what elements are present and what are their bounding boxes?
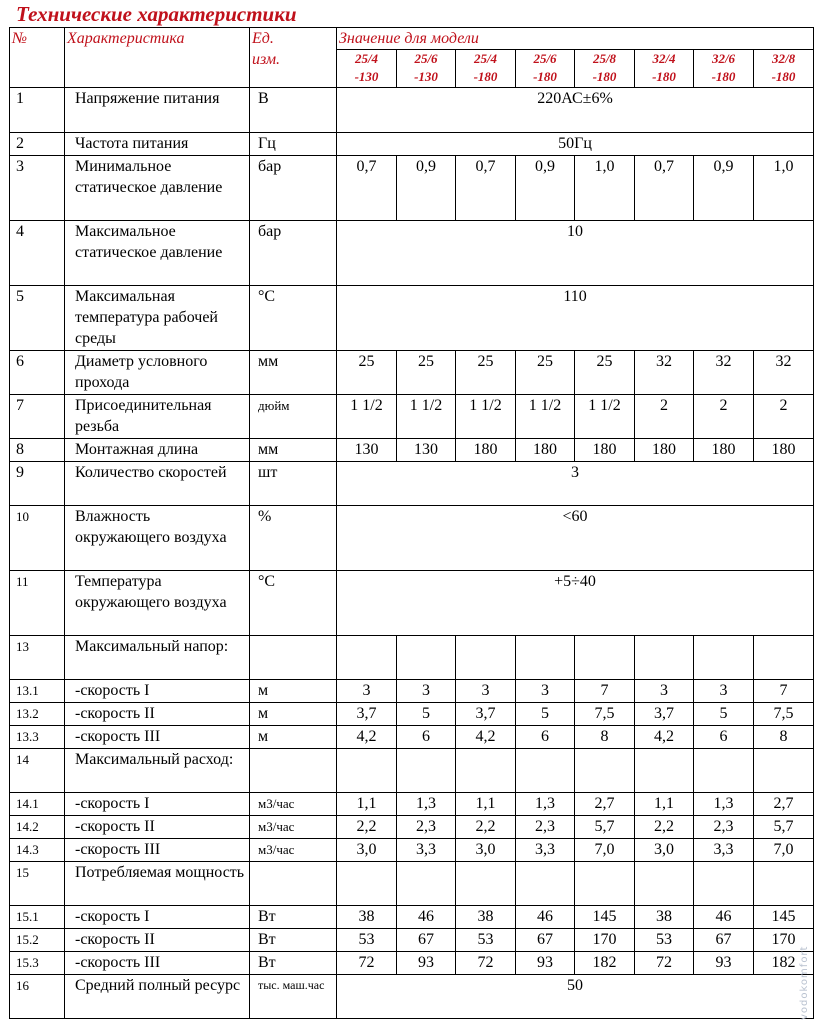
value-cell: 67 bbox=[694, 929, 754, 952]
value-cell: 180 bbox=[635, 439, 694, 462]
unit-cell: бар bbox=[250, 221, 337, 286]
value-cell: 182 bbox=[575, 952, 635, 975]
value-cell: 130 bbox=[397, 439, 456, 462]
model-header bbox=[397, 50, 456, 88]
model-code: 25/8 bbox=[592, 51, 617, 66]
table-row bbox=[10, 439, 814, 462]
row-number: 16 bbox=[10, 975, 65, 1019]
value-cell: 6 bbox=[397, 726, 456, 749]
value-all-models: <60 bbox=[337, 506, 814, 571]
value-cell: 4,2 bbox=[456, 726, 516, 749]
value-cell: 72 bbox=[635, 952, 694, 975]
value-cell: 2,7 bbox=[575, 793, 635, 816]
table-row bbox=[10, 462, 814, 506]
value-cell: 67 bbox=[397, 929, 456, 952]
value-cell: 7 bbox=[754, 680, 814, 703]
model-length: -180 bbox=[652, 69, 676, 84]
row-number: 15.1 bbox=[10, 906, 65, 929]
model-code: 25/4 bbox=[354, 51, 379, 66]
value-cell: 130 bbox=[337, 439, 397, 462]
row-number: 15.2 bbox=[10, 929, 65, 952]
value-cell bbox=[754, 636, 814, 680]
table-row bbox=[10, 839, 814, 862]
value-cell bbox=[694, 749, 754, 793]
value-cell: 3,0 bbox=[635, 839, 694, 862]
value-cell: 2,7 bbox=[754, 793, 814, 816]
model-header bbox=[337, 50, 397, 88]
table-row bbox=[10, 703, 814, 726]
row-number: 14.3 bbox=[10, 839, 65, 862]
model-header bbox=[635, 50, 694, 88]
unit-cell: мм bbox=[250, 439, 337, 462]
characteristic-name: Монтажная длина bbox=[65, 439, 250, 462]
model-header bbox=[516, 50, 575, 88]
model-code: 32/4 bbox=[652, 51, 676, 66]
value-cell: 32 bbox=[754, 351, 814, 395]
table-row bbox=[10, 816, 814, 839]
row-number: 11 bbox=[10, 571, 65, 636]
characteristic-name: Максимальная температура рабочей среды bbox=[65, 286, 250, 351]
value-cell: 4,2 bbox=[337, 726, 397, 749]
unit-cell: тыс. маш.час bbox=[250, 975, 337, 1019]
value-all-models: 3 bbox=[337, 462, 814, 506]
value-all-models: 220АС±6% bbox=[337, 88, 814, 133]
value-cell: 1,1 bbox=[456, 793, 516, 816]
header-characteristic: Характеристика bbox=[65, 28, 250, 88]
row-number: 9 bbox=[10, 462, 65, 506]
value-cell: 3 bbox=[456, 680, 516, 703]
row-number: 10 bbox=[10, 506, 65, 571]
table-row bbox=[10, 726, 814, 749]
value-cell bbox=[694, 636, 754, 680]
row-number: 13.2 bbox=[10, 703, 65, 726]
value-cell: 0,9 bbox=[397, 156, 456, 221]
model-code: 25/4 bbox=[473, 51, 498, 66]
unit-cell: Гц bbox=[250, 133, 337, 156]
value-cell: 25 bbox=[516, 351, 575, 395]
value-cell: 3,3 bbox=[516, 839, 575, 862]
value-cell: 25 bbox=[397, 351, 456, 395]
value-cell: 2,2 bbox=[456, 816, 516, 839]
value-cell: 2,2 bbox=[635, 816, 694, 839]
unit-cell: м3/час bbox=[250, 816, 337, 839]
model-code: 25/6 bbox=[533, 51, 557, 66]
characteristic-name: -скорость II bbox=[65, 703, 250, 726]
unit-cell: В bbox=[250, 88, 337, 133]
header-unit bbox=[250, 28, 337, 88]
value-cell: 3,0 bbox=[456, 839, 516, 862]
characteristic-name: -скорость II bbox=[65, 816, 250, 839]
value-cell: 25 bbox=[575, 351, 635, 395]
value-cell: 1,1 bbox=[635, 793, 694, 816]
table-row bbox=[10, 133, 814, 156]
header-unit-line2: изм. bbox=[252, 51, 281, 68]
value-cell: 1 1/2 bbox=[397, 395, 456, 439]
characteristic-name: Максимальный расход: bbox=[65, 749, 250, 793]
characteristic-name: -скорость I bbox=[65, 793, 250, 816]
unit-cell: шт bbox=[250, 462, 337, 506]
value-cell bbox=[456, 636, 516, 680]
row-number: 13 bbox=[10, 636, 65, 680]
value-cell: 1,0 bbox=[575, 156, 635, 221]
model-header bbox=[456, 50, 516, 88]
table-row bbox=[10, 506, 814, 571]
row-number: 6 bbox=[10, 351, 65, 395]
model-length: -180 bbox=[473, 69, 498, 84]
value-cell: 182 bbox=[754, 952, 814, 975]
value-all-models: 110 bbox=[337, 286, 814, 351]
value-cell: 3,7 bbox=[635, 703, 694, 726]
value-cell: 0,9 bbox=[694, 156, 754, 221]
characteristic-name: Максимальный напор: bbox=[65, 636, 250, 680]
value-cell: 38 bbox=[337, 906, 397, 929]
value-cell: 7,0 bbox=[754, 839, 814, 862]
value-cell: 53 bbox=[635, 929, 694, 952]
model-length: -180 bbox=[711, 69, 736, 84]
header-row bbox=[10, 28, 814, 50]
value-cell: 1 1/2 bbox=[575, 395, 635, 439]
value-cell: 5,7 bbox=[575, 816, 635, 839]
value-cell: 0,9 bbox=[516, 156, 575, 221]
characteristic-name: Количество скоростей bbox=[65, 462, 250, 506]
model-length: -130 bbox=[414, 69, 438, 84]
value-cell: 180 bbox=[516, 439, 575, 462]
value-cell: 170 bbox=[575, 929, 635, 952]
value-cell bbox=[397, 749, 456, 793]
value-cell: 5 bbox=[397, 703, 456, 726]
value-cell: 2,3 bbox=[516, 816, 575, 839]
characteristic-name: Температура окружающего воздуха bbox=[65, 571, 250, 636]
value-cell: 67 bbox=[516, 929, 575, 952]
value-cell: 5 bbox=[694, 703, 754, 726]
row-number: 14.2 bbox=[10, 816, 65, 839]
row-number: 8 bbox=[10, 439, 65, 462]
value-cell: 6 bbox=[516, 726, 575, 749]
value-cell: 72 bbox=[456, 952, 516, 975]
value-cell: 145 bbox=[754, 906, 814, 929]
value-cell bbox=[456, 749, 516, 793]
row-number: 3 bbox=[10, 156, 65, 221]
characteristic-name: -скорость II bbox=[65, 929, 250, 952]
value-cell: 3,7 bbox=[337, 703, 397, 726]
characteristic-name: Частота питания bbox=[65, 133, 250, 156]
model-header bbox=[694, 50, 754, 88]
value-cell bbox=[397, 862, 456, 906]
table-row bbox=[10, 351, 814, 395]
value-cell: 7,5 bbox=[754, 703, 814, 726]
value-cell: 2 bbox=[754, 395, 814, 439]
value-cell: 93 bbox=[694, 952, 754, 975]
value-cell: 3,0 bbox=[337, 839, 397, 862]
table-row bbox=[10, 680, 814, 703]
characteristic-name: -скорость I bbox=[65, 680, 250, 703]
unit-cell: °С bbox=[250, 571, 337, 636]
value-cell: 38 bbox=[635, 906, 694, 929]
value-cell: 3 bbox=[694, 680, 754, 703]
value-cell: 180 bbox=[575, 439, 635, 462]
value-cell: 1 1/2 bbox=[456, 395, 516, 439]
header-values: Значение для модели bbox=[337, 28, 814, 50]
value-cell: 72 bbox=[337, 952, 397, 975]
row-number: 14 bbox=[10, 749, 65, 793]
value-cell: 1 1/2 bbox=[516, 395, 575, 439]
spec-table bbox=[9, 27, 814, 1019]
value-cell: 1,3 bbox=[397, 793, 456, 816]
page-title: Технические характеристики bbox=[16, 2, 297, 26]
value-cell: 46 bbox=[397, 906, 456, 929]
unit-cell: °С bbox=[250, 286, 337, 351]
value-cell: 180 bbox=[456, 439, 516, 462]
unit-cell bbox=[250, 636, 337, 680]
unit-cell: Вт bbox=[250, 929, 337, 952]
value-cell bbox=[754, 749, 814, 793]
row-number: 5 bbox=[10, 286, 65, 351]
model-length: -180 bbox=[533, 69, 557, 84]
value-cell: 38 bbox=[456, 906, 516, 929]
value-cell: 170 bbox=[754, 929, 814, 952]
value-cell: 7 bbox=[575, 680, 635, 703]
table-row bbox=[10, 286, 814, 351]
value-cell: 1,0 bbox=[754, 156, 814, 221]
value-cell bbox=[635, 749, 694, 793]
row-number: 4 bbox=[10, 221, 65, 286]
row-number: 13.1 bbox=[10, 680, 65, 703]
characteristic-name: Напряжение питания bbox=[65, 88, 250, 133]
value-cell bbox=[337, 862, 397, 906]
model-code: 32/8 bbox=[771, 51, 796, 66]
value-cell: 8 bbox=[754, 726, 814, 749]
characteristic-name: Влажность окружающего воздуха bbox=[65, 506, 250, 571]
characteristic-name: Потребляемая мощность bbox=[65, 862, 250, 906]
unit-cell: % bbox=[250, 506, 337, 571]
value-cell: 4,2 bbox=[635, 726, 694, 749]
model-code: 32/6 bbox=[711, 51, 736, 66]
row-number: 13.3 bbox=[10, 726, 65, 749]
value-cell: 5 bbox=[516, 703, 575, 726]
model-code: 25/6 bbox=[414, 51, 438, 66]
value-cell: 7,0 bbox=[575, 839, 635, 862]
model-length: -180 bbox=[592, 69, 617, 84]
value-cell bbox=[754, 862, 814, 906]
unit-cell bbox=[250, 749, 337, 793]
value-cell bbox=[456, 862, 516, 906]
characteristic-name: Средний полный ресурс bbox=[65, 975, 250, 1019]
value-cell: 1 1/2 bbox=[337, 395, 397, 439]
value-cell: 7,5 bbox=[575, 703, 635, 726]
value-cell bbox=[694, 862, 754, 906]
value-all-models: 50Гц bbox=[337, 133, 814, 156]
value-cell: 0,7 bbox=[456, 156, 516, 221]
value-cell: 46 bbox=[516, 906, 575, 929]
value-cell bbox=[575, 749, 635, 793]
value-cell: 0,7 bbox=[337, 156, 397, 221]
unit-cell: м3/час bbox=[250, 793, 337, 816]
table-row bbox=[10, 793, 814, 816]
value-cell: 93 bbox=[516, 952, 575, 975]
value-all-models: 50 bbox=[337, 975, 814, 1019]
value-cell: 2 bbox=[694, 395, 754, 439]
table-row bbox=[10, 156, 814, 221]
table-row bbox=[10, 975, 814, 1019]
unit-cell: Вт bbox=[250, 952, 337, 975]
value-cell: 0,7 bbox=[635, 156, 694, 221]
watermark: vodokomfort bbox=[799, 945, 810, 1020]
value-cell bbox=[516, 636, 575, 680]
table-row bbox=[10, 88, 814, 133]
table-row bbox=[10, 952, 814, 975]
value-cell: 3,7 bbox=[456, 703, 516, 726]
value-cell: 2,3 bbox=[397, 816, 456, 839]
value-cell: 46 bbox=[694, 906, 754, 929]
unit-cell: м bbox=[250, 680, 337, 703]
unit-cell bbox=[250, 862, 337, 906]
characteristic-name: -скорость III bbox=[65, 952, 250, 975]
unit-cell: м bbox=[250, 726, 337, 749]
model-length: -180 bbox=[771, 69, 796, 84]
row-number: 15 bbox=[10, 862, 65, 906]
value-cell: 2,2 bbox=[337, 816, 397, 839]
value-cell bbox=[516, 749, 575, 793]
header-num: № bbox=[10, 28, 65, 88]
value-all-models: +5÷40 bbox=[337, 571, 814, 636]
value-cell bbox=[397, 636, 456, 680]
value-cell: 3 bbox=[635, 680, 694, 703]
value-cell: 2,3 bbox=[694, 816, 754, 839]
value-cell bbox=[337, 636, 397, 680]
value-cell: 8 bbox=[575, 726, 635, 749]
value-cell bbox=[575, 862, 635, 906]
value-cell bbox=[575, 636, 635, 680]
value-cell: 1,1 bbox=[337, 793, 397, 816]
unit-cell: м3/час bbox=[250, 839, 337, 862]
unit-cell: дюйм bbox=[250, 395, 337, 439]
value-cell: 3,3 bbox=[397, 839, 456, 862]
unit-cell: Вт bbox=[250, 906, 337, 929]
value-cell: 25 bbox=[456, 351, 516, 395]
value-cell bbox=[337, 749, 397, 793]
value-cell bbox=[516, 862, 575, 906]
value-cell: 53 bbox=[337, 929, 397, 952]
characteristic-name: Диаметр условного прохода bbox=[65, 351, 250, 395]
table-row bbox=[10, 862, 814, 906]
value-cell: 3 bbox=[397, 680, 456, 703]
value-cell: 32 bbox=[694, 351, 754, 395]
characteristic-name: Минимальное статическое давление bbox=[65, 156, 250, 221]
row-number: 15.3 bbox=[10, 952, 65, 975]
value-cell: 1,3 bbox=[694, 793, 754, 816]
characteristic-name: Присоединительная резьба bbox=[65, 395, 250, 439]
value-cell: 25 bbox=[337, 351, 397, 395]
value-cell bbox=[635, 862, 694, 906]
table-row bbox=[10, 906, 814, 929]
value-cell: 53 bbox=[456, 929, 516, 952]
row-number: 7 bbox=[10, 395, 65, 439]
table-row bbox=[10, 571, 814, 636]
model-header bbox=[575, 50, 635, 88]
value-cell: 3,3 bbox=[694, 839, 754, 862]
value-cell: 93 bbox=[397, 952, 456, 975]
row-number: 1 bbox=[10, 88, 65, 133]
row-number: 2 bbox=[10, 133, 65, 156]
unit-cell: м bbox=[250, 703, 337, 726]
table-row bbox=[10, 636, 814, 680]
model-length: -130 bbox=[354, 69, 379, 84]
characteristic-name: Максимальное статическое давление bbox=[65, 221, 250, 286]
table-row bbox=[10, 929, 814, 952]
value-cell: 3 bbox=[337, 680, 397, 703]
value-cell: 3 bbox=[516, 680, 575, 703]
value-cell: 1,3 bbox=[516, 793, 575, 816]
table-row bbox=[10, 221, 814, 286]
unit-cell: бар bbox=[250, 156, 337, 221]
row-number: 14.1 bbox=[10, 793, 65, 816]
table-row bbox=[10, 395, 814, 439]
value-cell: 180 bbox=[694, 439, 754, 462]
characteristic-name: -скорость III bbox=[65, 726, 250, 749]
characteristic-name: -скорость I bbox=[65, 906, 250, 929]
characteristic-name: -скорость III bbox=[65, 839, 250, 862]
table-row bbox=[10, 749, 814, 793]
value-cell bbox=[635, 636, 694, 680]
value-cell: 32 bbox=[635, 351, 694, 395]
unit-cell: мм bbox=[250, 351, 337, 395]
value-cell: 6 bbox=[694, 726, 754, 749]
value-cell: 2 bbox=[635, 395, 694, 439]
value-cell: 180 bbox=[754, 439, 814, 462]
value-all-models: 10 bbox=[337, 221, 814, 286]
header-unit-line1: Ед. bbox=[252, 30, 274, 47]
value-cell: 145 bbox=[575, 906, 635, 929]
model-header bbox=[754, 50, 814, 88]
value-cell: 5,7 bbox=[754, 816, 814, 839]
